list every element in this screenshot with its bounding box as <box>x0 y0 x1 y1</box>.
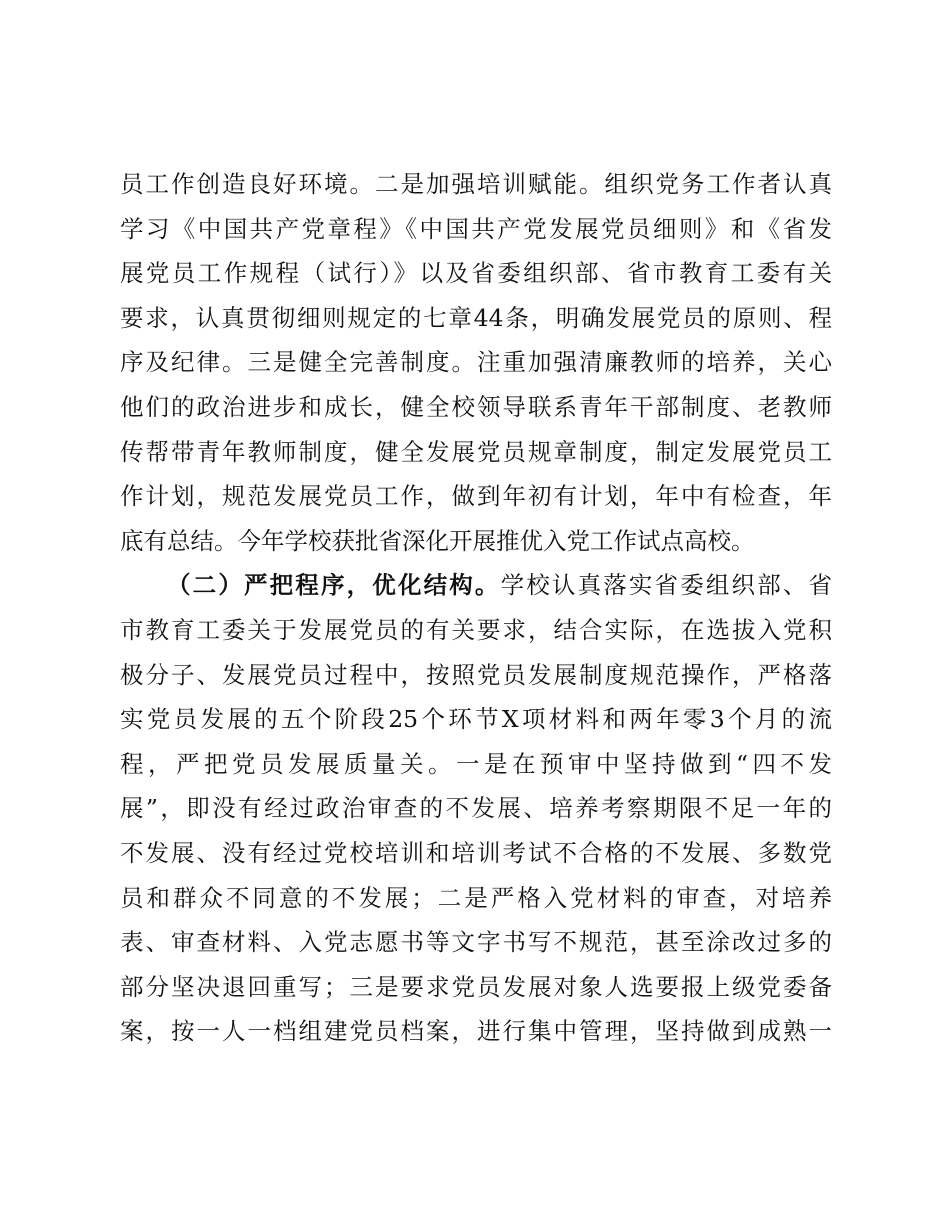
text-line: 他们的政治进步和成长，健全校领导联系青年干部制度、老教师 <box>120 392 832 421</box>
text-line: 要求，认真贯彻细则规定的七章44条，明确发展党员的原则、程 <box>120 303 832 332</box>
text-line: 序及纪律。三是健全完善制度。注重加强清廉教师的培养，关心 <box>120 348 832 377</box>
text-line: 展党员工作规程（试行）》以及省委组织部、省市教育工委有关 <box>120 259 832 288</box>
text-line: 市教育工委关于发展党员的有关要求，结合实际，在选拔入党积 <box>120 615 832 644</box>
text-line: 不发展、没有经过党校培训和培训考试不合格的不发展、多数党 <box>120 838 832 867</box>
text-line: 展”，即没有经过政治审查的不发展、培养考察期限不足一年的 <box>120 794 832 823</box>
text-line: 实党员发展的五个阶段25个环节X项材料和两年零3个月的流 <box>120 705 832 734</box>
paragraph-2 <box>120 563 832 1054</box>
paragraph-1 <box>120 162 832 563</box>
text-run: 学校认真落实省委组织部、省 <box>500 571 833 600</box>
text-line: 案，按一人一档组建党员档案，进行集中管理，坚持做到成熟一 <box>120 1017 832 1046</box>
text-line: 表、审查材料、入党志愿书等文字书写不规范，甚至涂改过多的 <box>120 928 832 957</box>
text-line: 员和群众不同意的不发展；二是严格入党材料的审查，对培养 <box>120 883 832 912</box>
text-line: 传帮带青年教师制度，健全发展党员规章制度，制定发展党员工 <box>120 437 832 466</box>
text-line: 员工作创造良好环境。二是加强培训赋能。组织党务工作者认真 <box>120 170 832 198</box>
section-heading: （二）严把程序，优化结构。 <box>167 571 501 600</box>
text-line: 作计划，规范发展党员工作，做到年初有计划，年中有检查，年 <box>120 482 832 511</box>
text-line: 部分坚决退回重写；三是要求党员发展对象人选要报上级党委备 <box>120 972 832 1001</box>
text-line: 极分子、发展党员过程中，按照党员发展制度规范操作，严格落 <box>120 660 832 689</box>
paragraph-first-line <box>120 563 832 608</box>
text-line: 底有总结。今年学校获批省深化开展推优入党工作试点高校。 <box>120 526 755 555</box>
text-line: 学习《中国共产党章程》《中国共产党发展党员细则》和《省发 <box>120 214 832 243</box>
text-line: 程，严把党员发展质量关。一是在预审中坚持做到“四不发 <box>120 749 832 778</box>
document-body <box>120 162 832 1054</box>
